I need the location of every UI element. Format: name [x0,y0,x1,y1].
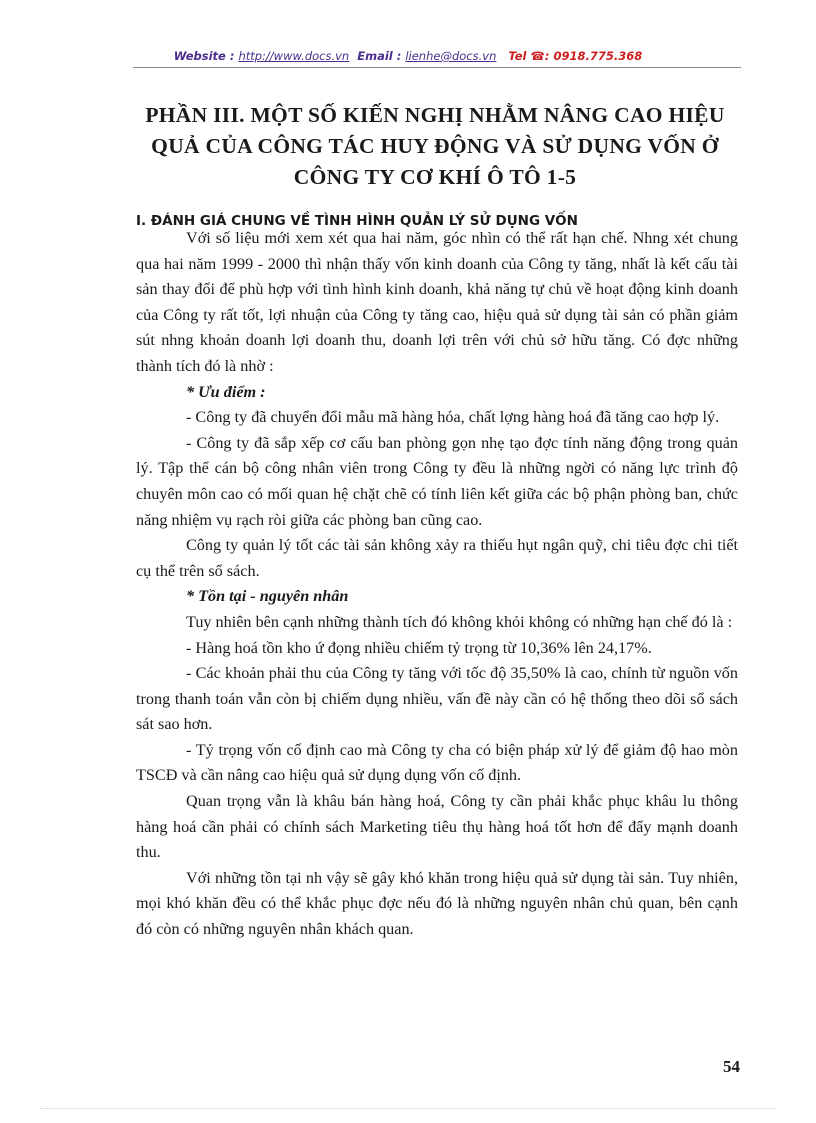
page-number: 54 [723,1057,740,1076]
email-label: Email [357,49,393,63]
paragraph-sales: Quan trọng vẫn là khâu bán hàng hoá, Công ty cần phải khắc phục khâu lu thông hàng hoá cần phải có chính sách Marketing tiêu thụ hàng hoá tốt hơn để đẩy mạnh doanh thu. [136,792,738,862]
limitations-heading: * Tồn tại - nguyên nhân [186,587,349,606]
body-text [136,226,738,943]
paragraph-advantage-2: - Công ty đã sắp xếp cơ cấu ban phòng gọn nhẹ tạo đợc tính năng động trong quản lý. Tập thể cán bộ công nhân viên trong Công ty đều là những ngời có năng lực trình độ chuyên môn cao có mối quan hệ chặt chẽ có tính liên kết giữa các bộ phận phòng ban, chức năng nhiệm vụ rạch ròi giữa các phòng ban cũng cao. [136,433,738,529]
title-line-1: PHẦN III. MỘT SỐ KIẾN NGHỊ NHẰM NÂNG CAO HIỆU [145,103,725,127]
title-line-3: CÔNG TY CƠ KHÍ Ô TÔ 1-5 [293,165,577,189]
paragraph-limitation-2: - Các khoản phải thu của Công ty tăng với tốc độ 35,50% là cao, chính từ nguồn vốn trong thanh toán vẫn còn bị chiếm dụng nhiều, vấn đề này cần có hệ thống theo dõi sổ sách sát sao hơn. [136,664,738,734]
section-heading: I. ĐÁNH GIÁ CHUNG VỀ TÌNH HÌNH QUẢN LÝ SỬ DỤNG VỐN [136,213,578,229]
paragraph-limitations-intro: Tuy nhiên bên cạnh những thành tích đó không khỏi không có những hạn chế đó là : [186,612,733,631]
title-line-2: QUẢ CỦA CÔNG TÁC HUY ĐỘNG VÀ SỬ DỤNG VỐN Ở [151,134,719,158]
page-title [120,100,750,193]
advantages-heading: * Ưu điểm : [186,382,266,401]
paragraph-intro: Với số liệu mới xem xét qua hai năm, góc nhìn có thể rất hạn chế. Nhng xét chung qua hai năm 1999 - 2000 thì nhận thấy vốn kinh doanh của Công ty tăng, nhất là kết cấu tài sản thay đổi để phù hợp với tình hình kinh doanh, khả năng tự chủ về hoạt động kinh doanh của Công ty rất tốt, lợi nhuận của Công ty tăng cao, hiệu quả sử dụng tài sản có phần giảm sút nhng khoản doanh lợi doanh thu, doanh lợi trên với chủ sở hữu tăng. Có đợc những thành tích đó là nhờ : [136,229,738,375]
footer-divider [40,1108,776,1109]
paragraph-advantage-3: Công ty quản lý tốt các tài sản không xảy ra thiếu hụt ngân quỹ, chi tiêu đợc chi tiết cụ thể trên sổ sách. [136,536,738,580]
website-label: Website : [173,49,239,63]
tel-label: Tel [508,49,527,63]
website-link[interactable]: http://www.docs.vn [238,49,350,63]
paragraph-conclusion: Với những tồn tại nh vậy sẽ gây khó khăn trong hiệu quả sử dụng tài sản. Tuy nhiên, mọi khó khăn đều có thể khắc phục đợc nếu đó là những nguyên nhân chủ quan, bên cạnh đó còn có những nguyên nhân khách quan. [136,868,738,939]
paragraph-limitation-3: - Tỷ trọng vốn cố định cao mà Công ty cha có biện pháp xử lý để giảm độ hao mòn TSCĐ và cần nâng cao hiệu quả sử dụng dụng vốn cố định. [136,740,738,785]
email-link[interactable]: lienhe@docs.vn [405,49,497,63]
phone-number: : 0918.775.368 [544,49,643,63]
paragraph-limitation-1: - Hàng hoá tồn kho ứ đọng nhiều chiếm tỷ trọng từ 10,36% lên 24,17%. [186,638,652,657]
header-divider [133,67,741,68]
page-header [0,49,816,63]
phone-icon: ☎ [530,49,545,63]
paragraph-advantage-1: - Công ty đã chuyển đổi mẫu mã hàng hóa, chất lợng hàng hoá đã tăng cao hợp lý. [186,408,720,427]
email-separator: : [392,49,406,63]
